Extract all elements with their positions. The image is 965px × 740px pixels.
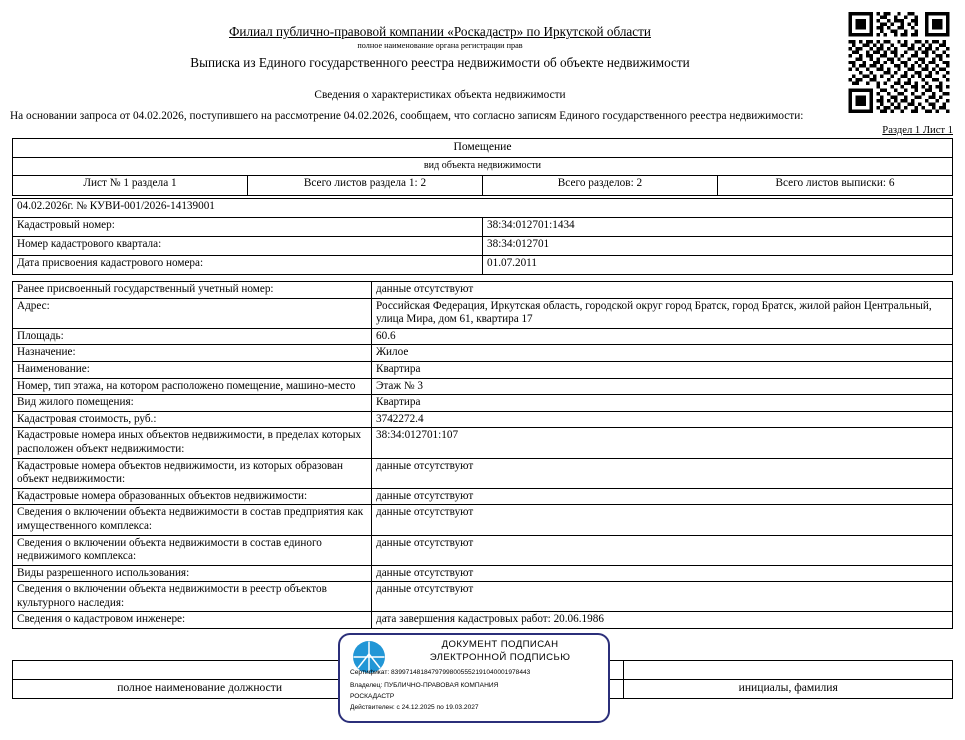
count-cell-1: Всего листов раздела 1: 2: [248, 176, 483, 196]
table-row: [13, 565, 953, 582]
row-value: данные отсутствуют: [372, 565, 953, 582]
object-type-caption: вид объекта недвижимости: [13, 158, 953, 176]
table-row: [13, 176, 953, 196]
page-title: Выписка из Единого государственного реестра недвижимости об объекте недвижимости: [190, 55, 690, 70]
table-row: [13, 411, 953, 428]
registry-organization-title: [0, 24, 880, 39]
organization-name: Филиал публично-правовой компании «Роскадастр» по Иркутской области: [229, 24, 651, 39]
stamp-owner-line-1: Владелец: ПУБЛИЧНО-ПРАВОВАЯ КОМПАНИЯ: [350, 682, 499, 689]
row-label: Дата присвоения кадастрового номера:: [13, 256, 483, 275]
row-value: дата завершения кадастровых работ: 20.06.1986: [372, 612, 953, 629]
document-number: 04.02.2026г. № КУВИ-001/2026-14139001: [13, 199, 953, 218]
stamp-certificate: Сертификат: 83997148184797998005552191040001978443: [350, 669, 531, 676]
row-value: 01.07.2011: [483, 256, 953, 275]
row-value: Этаж № 3: [372, 378, 953, 395]
row-value: данные отсутствуют: [372, 488, 953, 505]
row-value: данные отсутствуют: [372, 458, 953, 488]
table-row: [13, 428, 953, 458]
table-row: [13, 282, 953, 299]
row-label: Номер, тип этажа, на котором расположено помещение, машино-место: [13, 378, 372, 395]
row-label: Виды разрешенного использования:: [13, 565, 372, 582]
table-row: [13, 328, 953, 345]
row-label: Кадастровые номера объектов недвижимости, из которых образован объект недвижимости:: [13, 458, 372, 488]
row-label: Адрес:: [13, 298, 372, 328]
sheet-label: Раздел 1 Лист 1: [882, 125, 953, 136]
count-cell-2: Всего разделов: 2: [483, 176, 718, 196]
row-value: данные отсутствуют: [372, 505, 953, 535]
row-label: Номер кадастрового квартала:: [13, 237, 483, 256]
row-label: Наименование:: [13, 361, 372, 378]
sheet-counts-table: [12, 175, 953, 196]
row-label: Кадастровая стоимость, руб.:: [13, 411, 372, 428]
stamp-owner-line-2: РОСКАДАСТР: [350, 693, 395, 700]
table-row: [13, 582, 953, 612]
table-row: [13, 488, 953, 505]
table-row: [13, 158, 953, 176]
signature-position-blank: [13, 661, 387, 680]
row-label: Сведения о кадастровом инженере:: [13, 612, 372, 629]
signature-position-label: полное наименование должности: [13, 680, 387, 699]
signature-name-label: инициалы, фамилия: [624, 680, 953, 699]
row-label: Кадастровые номера образованных объектов недвижимости:: [13, 488, 372, 505]
row-value: 38:34:012701:107: [372, 428, 953, 458]
row-label: Назначение:: [13, 345, 372, 362]
row-value: данные отсутствуют: [372, 582, 953, 612]
object-characteristics-table: [12, 281, 953, 629]
table-row: [13, 256, 953, 275]
table-row: [13, 378, 953, 395]
object-type-value: Помещение: [13, 139, 953, 158]
table-row: [13, 535, 953, 565]
stamp-validity: Действителен: с 24.12.2025 по 19.03.2027: [350, 704, 479, 711]
row-label: Площадь:: [13, 328, 372, 345]
table-row: [13, 612, 953, 629]
row-value: 38:34:012701: [483, 237, 953, 256]
row-label: Ранее присвоенный государственный учетный номер:: [13, 282, 372, 299]
organization-caption: полное наименование органа регистрации прав: [357, 41, 523, 50]
object-type-table: [12, 138, 953, 176]
cadastral-identification-table: [12, 198, 953, 275]
count-cell-3: Всего листов выписки: 6: [718, 176, 953, 196]
row-value: Квартира: [372, 395, 953, 412]
table-row: [13, 395, 953, 412]
row-value: 60.6: [372, 328, 953, 345]
table-row: [13, 139, 953, 158]
table-row: [13, 298, 953, 328]
row-label: Кадастровые номера иных объектов недвижимости, в пределах которых расположен объект недвижимости:: [13, 428, 372, 458]
table-row: [13, 361, 953, 378]
table-row: [13, 505, 953, 535]
row-value: 38:34:012701:1434: [483, 218, 953, 237]
row-value: Российская Федерация, Иркутская область, городской округ город Братск, город Братск, жилой район Центральный, улица Мира, дом 61, квартира 17: [372, 298, 953, 328]
table-row: [13, 345, 953, 362]
row-value: Жилое: [372, 345, 953, 362]
row-label: Вид жилого помещения:: [13, 395, 372, 412]
row-value: данные отсутствуют: [372, 535, 953, 565]
row-value: 3742272.4: [372, 411, 953, 428]
count-cell-0: Лист № 1 раздела 1: [13, 176, 248, 196]
table-row: [13, 458, 953, 488]
electronic-signature-stamp: [338, 633, 610, 723]
stamp-line-1: ДОКУМЕНТ ПОДПИСАН: [441, 639, 559, 650]
row-label: Сведения о включении объекта недвижимости в состав предприятия как имущественного комплекса:: [13, 505, 372, 535]
section-title: Сведения о характеристиках объекта недвижимости: [314, 89, 566, 101]
signature-name-blank: [624, 661, 953, 680]
row-value: Квартира: [372, 361, 953, 378]
table-row: [13, 237, 953, 256]
stamp-line-2: ЭЛЕКТРОННОЙ ПОДПИСЬЮ: [429, 652, 571, 663]
row-label: Сведения о включении объекта недвижимости в состав единого недвижимого комплекса:: [13, 535, 372, 565]
request-basis-text: На основании запроса от 04.02.2026, поступившего на рассмотрение 04.02.2026, сообщаем, что согласно записям Единого государственного реестра недвижимости:: [10, 110, 804, 122]
row-value: данные отсутствуют: [372, 282, 953, 299]
table-row: [13, 199, 953, 218]
row-label: Кадастровый номер:: [13, 218, 483, 237]
table-row: [13, 218, 953, 237]
row-label: Сведения о включении объекта недвижимости в реестр объектов культурного наследия:: [13, 582, 372, 612]
